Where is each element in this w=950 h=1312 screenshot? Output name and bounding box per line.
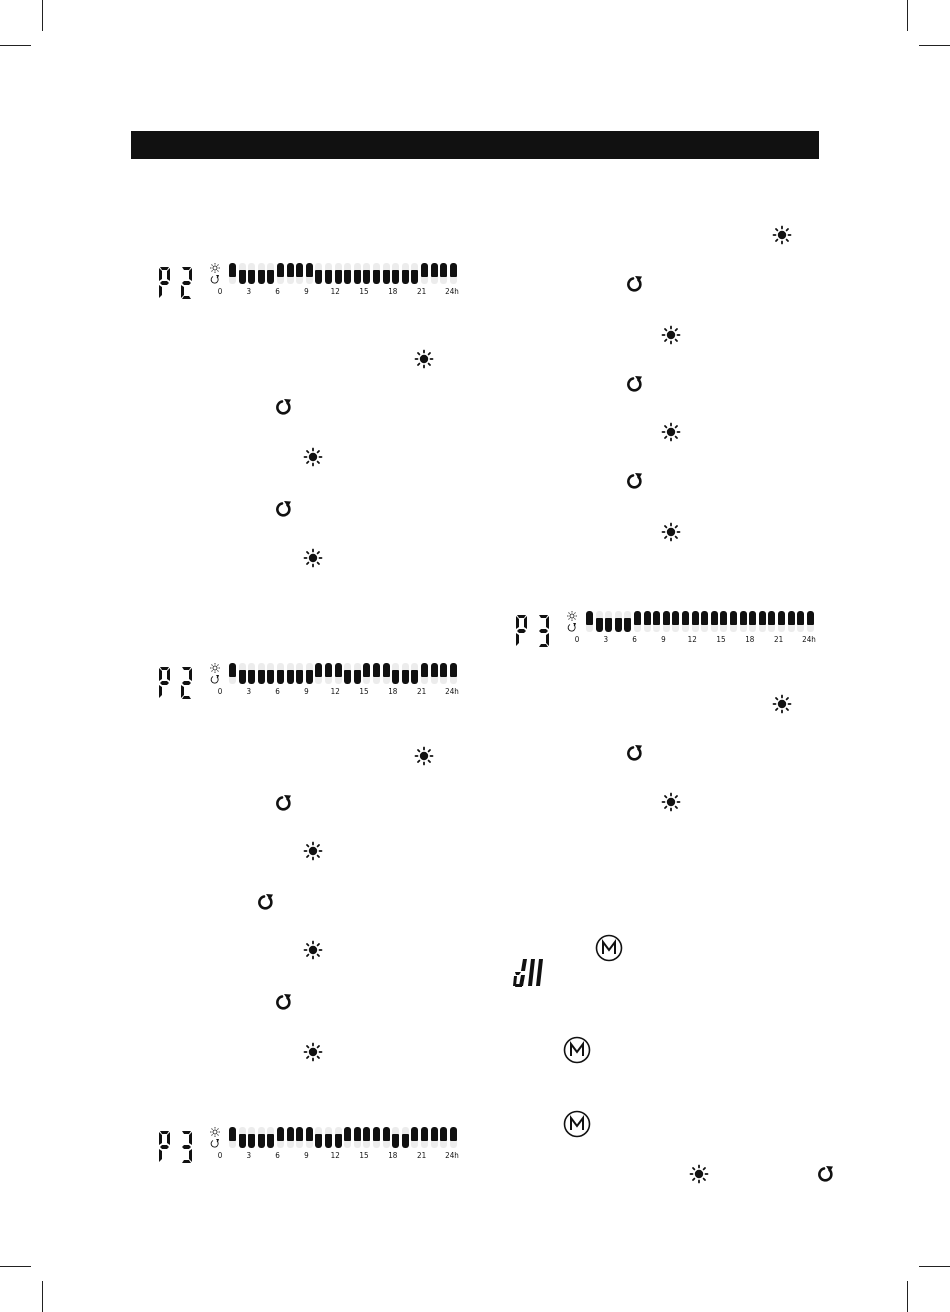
crop-mark: [907, 1281, 908, 1312]
eco-hour-segment: [363, 270, 370, 284]
sun-icon: [303, 940, 323, 960]
moon-icon: [274, 793, 294, 813]
lcd-program-display: [157, 262, 467, 302]
comfort-hour-segment: [431, 663, 438, 677]
comfort-hour-segment: [778, 611, 785, 625]
hour-tick-label: 9: [304, 1151, 309, 1160]
hour-axis: [217, 687, 460, 697]
eco-hour-segment: [306, 670, 313, 684]
hour-tick-label: 0: [217, 287, 223, 296]
eco-hour-segment: [354, 270, 361, 284]
moon-icon: [274, 992, 294, 1012]
comfort-hour-segment: [383, 663, 390, 677]
eco-hour-segment: [392, 1134, 399, 1148]
comfort-hour-segment: [229, 663, 236, 677]
hour-axis: [217, 1151, 460, 1161]
dl-display-glyph: [513, 958, 543, 988]
hour-axis: [217, 287, 460, 297]
eco-hour-segment: [605, 618, 612, 632]
comfort-hour-segment: [768, 611, 775, 625]
comfort-hour-segment: [450, 263, 457, 277]
hour-tick-label: 0: [574, 635, 580, 644]
comfort-hour-segment: [277, 263, 284, 277]
eco-hour-segment: [402, 670, 409, 684]
crop-mark: [42, 0, 43, 31]
eco-hour-segment: [315, 1134, 322, 1148]
moon-icon: [274, 499, 294, 519]
sun-icon: [661, 422, 681, 442]
eco-hour-segment: [411, 670, 418, 684]
sun-icon: [689, 1164, 709, 1184]
comfort-hour-segment: [759, 611, 766, 625]
sun-icon: [772, 225, 792, 245]
eco-hour-segment: [258, 270, 265, 284]
comfort-hour-segment: [229, 1127, 236, 1141]
crop-mark: [919, 1266, 950, 1267]
sun-icon: [772, 694, 792, 714]
hour-tick-label: 9: [304, 287, 309, 296]
hour-tick-label: 12: [330, 287, 340, 296]
sun-icon: [303, 447, 323, 467]
crop-mark: [907, 0, 908, 31]
eco-hour-segment: [392, 670, 399, 684]
comfort-hour-segment: [663, 611, 670, 625]
lcd-program-display: [157, 662, 467, 702]
section-header-bar: [131, 131, 819, 159]
comfort-hour-segment: [720, 611, 727, 625]
eco-hour-segment: [315, 270, 322, 284]
comfort-hour-segment: [431, 1127, 438, 1141]
eco-hour-segment: [239, 1134, 246, 1148]
sun-icon: [303, 841, 323, 861]
hour-segment-bar: [229, 1126, 469, 1150]
eco-hour-segment: [239, 270, 246, 284]
comfort-hour-segment: [701, 611, 708, 625]
moon-icon: [816, 1164, 836, 1184]
eco-hour-segment: [402, 270, 409, 284]
comfort-hour-segment: [335, 663, 342, 677]
moon-icon: [625, 374, 645, 394]
hour-tick-label: 24h: [802, 635, 816, 644]
comfort-hour-segment: [749, 611, 756, 625]
eco-hour-segment: [248, 670, 255, 684]
eco-hour-segment: [373, 270, 380, 284]
comfort-hour-segment: [315, 663, 322, 677]
eco-hour-segment: [325, 1134, 332, 1148]
eco-hour-segment: [277, 670, 284, 684]
moon-icon: [625, 743, 645, 763]
comfort-eco-legend-icon: [209, 663, 221, 685]
comfort-hour-segment: [287, 1127, 294, 1141]
program-code-digits: [157, 1130, 203, 1164]
hour-tick-label: 9: [661, 635, 666, 644]
eco-hour-segment: [267, 1134, 274, 1148]
sun-icon: [414, 746, 434, 766]
comfort-hour-segment: [296, 263, 303, 277]
hour-tick-label: 3: [246, 687, 252, 696]
hour-tick-label: 18: [388, 1151, 398, 1160]
eco-hour-segment: [335, 270, 342, 284]
comfort-hour-segment: [373, 663, 380, 677]
comfort-hour-segment: [421, 263, 428, 277]
hour-tick-label: 3: [603, 635, 609, 644]
program-code-digits: [157, 666, 203, 700]
comfort-hour-segment: [586, 611, 593, 625]
hour-tick-label: 9: [304, 687, 309, 696]
comfort-hour-segment: [440, 1127, 447, 1141]
eco-hour-segment: [344, 270, 351, 284]
hour-tick-label: 24h: [445, 287, 459, 296]
hour-tick-label: 15: [716, 635, 726, 644]
hour-tick-label: 3: [246, 1151, 252, 1160]
eco-hour-segment: [624, 618, 631, 632]
hour-tick-label: 15: [359, 687, 369, 696]
hour-tick-label: 6: [275, 287, 280, 296]
hour-tick-label: 24h: [445, 687, 459, 696]
lcd-program-display: [514, 610, 824, 650]
moon-icon: [625, 274, 645, 294]
comfort-hour-segment: [421, 663, 428, 677]
comfort-hour-segment: [450, 1127, 457, 1141]
m-mode-button[interactable]: [563, 1036, 591, 1064]
hour-tick-label: 24h: [445, 1151, 459, 1160]
moon-icon: [274, 397, 294, 417]
comfort-hour-segment: [306, 1127, 313, 1141]
crop-mark: [42, 1281, 43, 1312]
hour-segment-bar: [229, 262, 469, 286]
hour-tick-label: 18: [388, 687, 398, 696]
eco-hour-segment: [411, 270, 418, 284]
comfort-hour-segment: [682, 611, 689, 625]
eco-hour-segment: [615, 618, 622, 632]
eco-hour-segment: [344, 670, 351, 684]
comfort-hour-segment: [788, 611, 795, 625]
eco-hour-segment: [402, 1134, 409, 1148]
lcd-program-display: [157, 1126, 467, 1166]
comfort-hour-segment: [807, 611, 814, 625]
comfort-hour-segment: [440, 663, 447, 677]
comfort-hour-segment: [711, 611, 718, 625]
comfort-hour-segment: [411, 1127, 418, 1141]
comfort-hour-segment: [373, 1127, 380, 1141]
eco-hour-segment: [248, 1134, 255, 1148]
comfort-hour-segment: [730, 611, 737, 625]
comfort-hour-segment: [440, 263, 447, 277]
hour-tick-label: 0: [217, 1151, 223, 1160]
sun-icon: [661, 325, 681, 345]
eco-hour-segment: [267, 670, 274, 684]
sun-icon: [661, 522, 681, 542]
hour-tick-label: 12: [330, 1151, 340, 1160]
hour-segment-bar: [586, 610, 826, 634]
eco-hour-segment: [392, 270, 399, 284]
program-code-digits: [157, 266, 203, 300]
comfort-eco-legend-icon: [209, 263, 221, 285]
hour-tick-label: 15: [359, 287, 369, 296]
comfort-hour-segment: [296, 1127, 303, 1141]
hour-tick-label: 6: [275, 687, 280, 696]
comfort-hour-segment: [634, 611, 641, 625]
hour-tick-label: 18: [388, 287, 398, 296]
hour-tick-label: 0: [217, 687, 223, 696]
comfort-hour-segment: [363, 1127, 370, 1141]
crop-mark: [0, 45, 31, 46]
hour-tick-label: 21: [417, 1151, 427, 1160]
comfort-hour-segment: [306, 263, 313, 277]
hour-tick-label: 12: [687, 635, 697, 644]
comfort-hour-segment: [797, 611, 804, 625]
hour-tick-label: 3: [246, 287, 252, 296]
sun-icon: [661, 792, 681, 812]
m-mode-button[interactable]: [595, 934, 623, 962]
comfort-hour-segment: [740, 611, 747, 625]
comfort-hour-segment: [450, 663, 457, 677]
hour-tick-label: 6: [275, 1151, 280, 1160]
hour-tick-label: 21: [417, 287, 427, 296]
sun-icon: [414, 349, 434, 369]
hour-tick-label: 21: [417, 687, 427, 696]
moon-icon: [625, 471, 645, 491]
comfort-hour-segment: [229, 263, 236, 277]
comfort-hour-segment: [383, 1127, 390, 1141]
comfort-hour-segment: [363, 663, 370, 677]
hour-tick-label: 21: [774, 635, 784, 644]
comfort-hour-segment: [354, 1127, 361, 1141]
eco-hour-segment: [267, 270, 274, 284]
eco-hour-segment: [239, 670, 246, 684]
eco-hour-segment: [296, 670, 303, 684]
m-mode-button[interactable]: [563, 1110, 591, 1138]
moon-icon: [256, 892, 276, 912]
comfort-hour-segment: [325, 663, 332, 677]
eco-hour-segment: [325, 270, 332, 284]
comfort-hour-segment: [287, 263, 294, 277]
hour-axis: [574, 635, 817, 645]
comfort-hour-segment: [692, 611, 699, 625]
sun-icon: [303, 1042, 323, 1062]
program-code-digits: [514, 614, 560, 648]
comfort-hour-segment: [644, 611, 651, 625]
hour-tick-label: 18: [745, 635, 755, 644]
sun-icon: [303, 548, 323, 568]
eco-hour-segment: [383, 270, 390, 284]
comfort-eco-legend-icon: [209, 1127, 221, 1149]
comfort-hour-segment: [672, 611, 679, 625]
hour-segment-bar: [229, 662, 469, 686]
comfort-hour-segment: [653, 611, 660, 625]
eco-hour-segment: [258, 670, 265, 684]
hour-tick-label: 6: [632, 635, 637, 644]
eco-hour-segment: [335, 1134, 342, 1148]
comfort-hour-segment: [277, 1127, 284, 1141]
comfort-hour-segment: [421, 1127, 428, 1141]
comfort-eco-legend-icon: [566, 611, 578, 633]
eco-hour-segment: [248, 270, 255, 284]
comfort-hour-segment: [431, 263, 438, 277]
hour-tick-label: 15: [359, 1151, 369, 1160]
comfort-hour-segment: [344, 1127, 351, 1141]
eco-hour-segment: [354, 670, 361, 684]
eco-hour-segment: [596, 618, 603, 632]
eco-hour-segment: [258, 1134, 265, 1148]
crop-mark: [919, 45, 950, 46]
hour-tick-label: 12: [330, 687, 340, 696]
crop-mark: [0, 1266, 31, 1267]
eco-hour-segment: [287, 670, 294, 684]
